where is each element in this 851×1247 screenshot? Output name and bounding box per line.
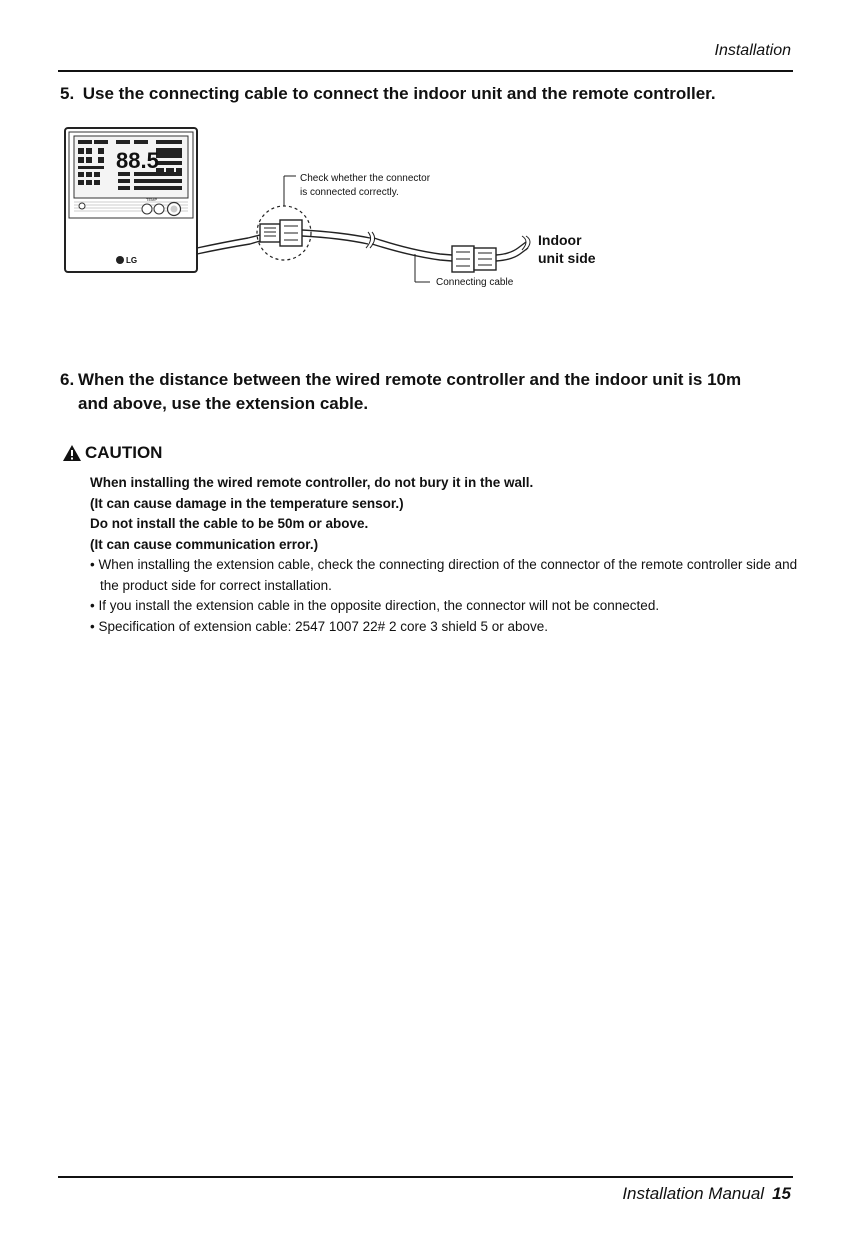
temp-label: TEMP	[146, 197, 158, 202]
caution-bold-line: (It can cause damage in the temperature sensor.)	[90, 495, 404, 511]
caution-body	[90, 473, 811, 637]
callout-check-line1: Check whether the connector	[300, 173, 431, 184]
caution-heading	[62, 443, 162, 463]
footer	[622, 1184, 791, 1204]
caution-bullet: • When installing the extension cable, check the connecting direction of the connector of the remote controller side and the product side for correct installation.	[90, 557, 798, 593]
step-5-number: 5.	[60, 84, 75, 103]
brand-logo-text: LG	[126, 256, 138, 265]
caution-bullet: • If you install the extension cable in the opposite direction, the connector will not be connected.	[90, 598, 660, 613]
caution-bold-line: Do not install the cable to be 50m or above.	[90, 516, 369, 531]
warning-triangle-icon	[62, 444, 82, 462]
lg-logo-icon	[116, 256, 124, 264]
footer-title: Installation Manual	[622, 1184, 765, 1203]
connector-indoor-side	[452, 246, 496, 272]
caution-bullet: • Specification of extension cable: 2547 1007 22# 2 core 3 shield 5 or above.	[90, 618, 549, 634]
connection-diagram	[60, 120, 660, 300]
label-indoor-line1: Indoor	[538, 232, 582, 248]
header-section-title: Installation	[714, 42, 791, 59]
footer-rule	[58, 1176, 793, 1178]
page-number: 15	[772, 1184, 791, 1203]
label-indoor-line2: unit side	[538, 250, 596, 266]
step-5-text: Use the connecting cable to connect the indoor unit and the remote controller.	[82, 84, 716, 103]
step-6-line2: and above, use the extension cable.	[78, 394, 369, 413]
header-rule	[58, 70, 793, 72]
connector-remote-side	[260, 220, 302, 246]
step-6-number: 6.	[60, 370, 75, 389]
step-6-heading	[60, 368, 811, 416]
caution-bold-line: When installing the wired remote controller, do not bury it in the wall.	[90, 475, 534, 490]
caution-bold-line: (It can cause communication error.)	[90, 536, 319, 552]
caution-title: CAUTION	[85, 443, 163, 462]
remote-controller-illustration	[65, 128, 197, 272]
callout-check-line2: is connected correctly.	[300, 187, 399, 198]
display-digits: 88.5	[116, 148, 159, 173]
step-5-heading	[60, 82, 811, 106]
temp-up-button	[154, 204, 164, 214]
temp-down-button	[142, 204, 152, 214]
label-connecting-cable: Connecting cable	[436, 277, 514, 288]
step-6-line1: When the distance between the wired remote controller and the indoor unit is 10m	[78, 370, 742, 389]
